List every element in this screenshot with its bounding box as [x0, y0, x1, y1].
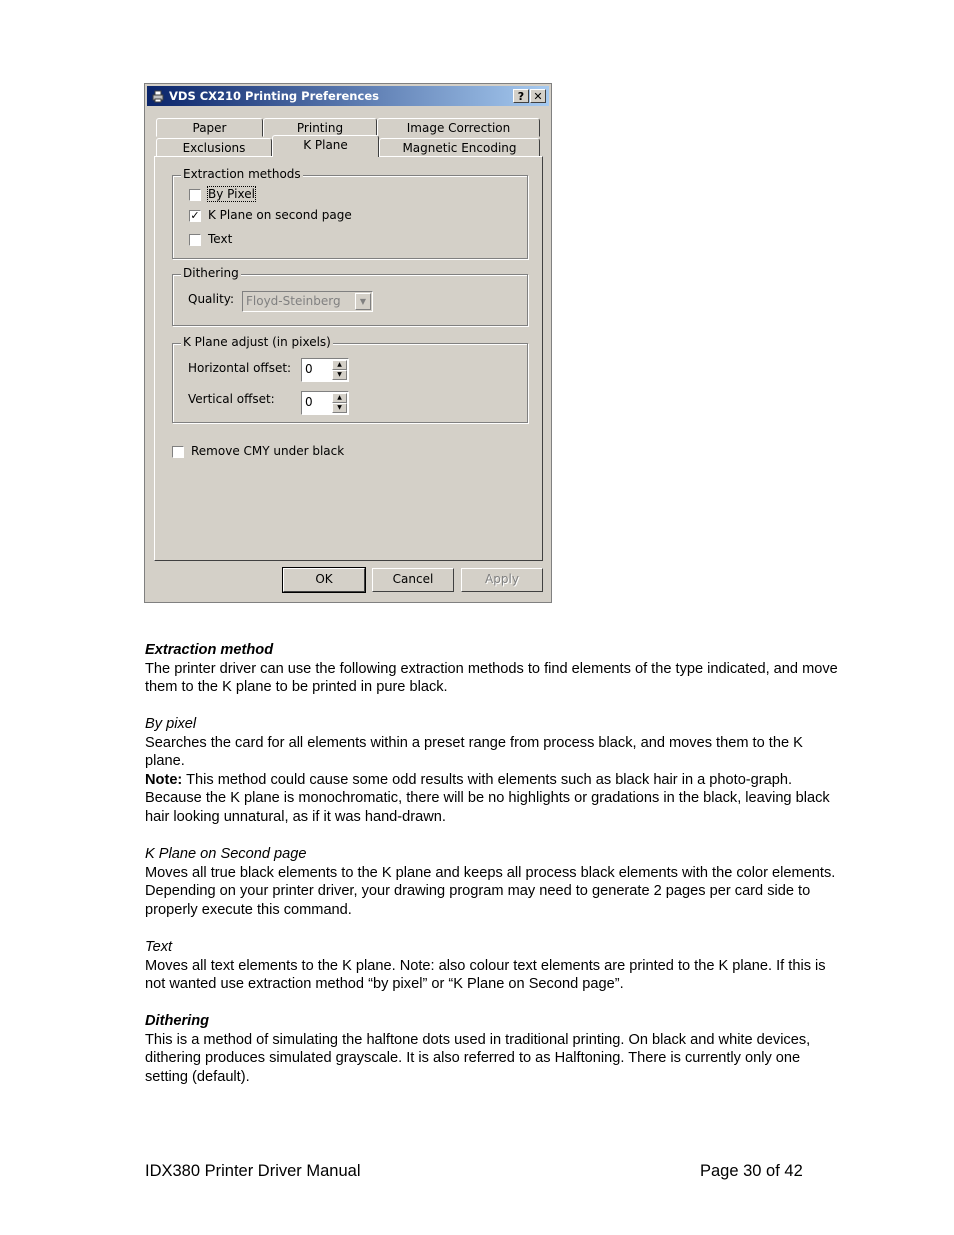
- horizontal-offset-label: Horizontal offset:: [188, 361, 292, 375]
- quality-value: Floyd-Steinberg: [246, 294, 341, 308]
- ok-button[interactable]: OK: [283, 568, 365, 592]
- spin-up-icon[interactable]: ▲: [332, 393, 347, 403]
- chevron-down-icon[interactable]: ▼: [355, 293, 371, 310]
- dithering-group: [172, 266, 528, 326]
- vertical-offset-label: Vertical offset:: [188, 392, 275, 406]
- footer-page-number: Page 30 of 42: [700, 1162, 803, 1180]
- quality-label: Quality:: [188, 292, 235, 306]
- printer-icon: [151, 89, 165, 103]
- dithering-body: This is a method of simulating the halftone dots used in traditional printing. On black and white devices, dithering produces simulated grayscale. It is also referred to as Halftoning. There is currently only one setting (default).: [145, 1031, 811, 1085]
- horizontal-offset-value: 0: [305, 362, 313, 376]
- k-plane-second-page-heading: K Plane on Second page: [145, 846, 307, 862]
- tab-exclusions[interactable]: Exclusions: [156, 138, 272, 157]
- close-button[interactable]: ✕: [530, 89, 546, 103]
- footer-manual-title: IDX380 Printer Driver Manual: [145, 1162, 361, 1180]
- k-plane-second-page-checkbox[interactable]: ✓: [190, 209, 200, 222]
- vertical-offset-value: 0: [305, 395, 313, 409]
- extraction-methods-group: [172, 167, 528, 259]
- text-label[interactable]: Text: [208, 232, 233, 246]
- vertical-offset-input[interactable]: [301, 391, 349, 415]
- text-heading: Text: [145, 939, 173, 955]
- dithering-heading: Dithering: [145, 1013, 210, 1029]
- apply-button[interactable]: Apply: [461, 568, 543, 592]
- note-label: Note:: [145, 771, 183, 788]
- by-pixel-label[interactable]: By Pixel: [208, 187, 255, 201]
- tab-paper[interactable]: Paper: [156, 118, 263, 137]
- quality-select[interactable]: [242, 291, 373, 312]
- tab-k-plane[interactable]: K Plane: [272, 135, 379, 157]
- dithering-legend: Dithering: [183, 266, 239, 280]
- extraction-method-body: The printer driver can use the following extraction methods to find elements of the type indicated, and move them to the K plane to be printed in pure black.: [145, 660, 838, 695]
- k-plane-panel: [154, 156, 543, 561]
- tab-image-correction[interactable]: Image Correction: [377, 118, 540, 137]
- k-plane-second-page-section: [145, 845, 845, 919]
- help-button[interactable]: ?: [513, 89, 529, 103]
- note-paragraph: [145, 771, 845, 827]
- k-plane-second-page-body: Moves all true black elements to the K plane and keeps all process black elements with the color elements. Depending on your printer driver, your drawing program may need to generate 2 pages per card side to properly execute this command.: [145, 864, 836, 918]
- by-pixel-checkbox[interactable]: [189, 189, 201, 201]
- text-section: [145, 938, 845, 994]
- dialog-title: VDS CX210 Printing Preferences: [169, 89, 379, 103]
- text-checkbox[interactable]: [189, 234, 201, 246]
- k-plane-adjust-group: [172, 335, 528, 423]
- title-bar: [147, 86, 549, 106]
- horizontal-offset-input[interactable]: [301, 358, 349, 382]
- remove-cmy-checkbox[interactable]: [172, 446, 184, 458]
- spin-down-icon[interactable]: ▼: [332, 370, 347, 380]
- printing-preferences-dialog: [144, 83, 552, 603]
- text-body: Moves all text elements to the K plane. Note: also colour text elements are printed to the K plane. If this is not wanted use extraction method “by pixel” or “K Plane on Second page”.: [145, 957, 826, 992]
- extraction-methods-legend: Extraction methods: [183, 167, 301, 181]
- note-body: This method could cause some odd results with elements such as black hair in a photo-graph. Because the K plane is monochromatic, there will be no highlights or gradations in the black, leaving black hair looking unnatural, as if it was hand-drawn.: [145, 771, 830, 825]
- extraction-method-heading: Extraction method: [145, 642, 274, 658]
- k-plane-adjust-legend: K Plane adjust (in pixels): [183, 335, 331, 349]
- tab-magnetic-encoding[interactable]: Magnetic Encoding: [379, 138, 540, 157]
- cancel-button[interactable]: Cancel: [372, 568, 454, 592]
- by-pixel-heading: By pixel: [145, 716, 197, 732]
- remove-cmy-label[interactable]: Remove CMY under black: [191, 444, 345, 458]
- tab-printing[interactable]: Printing: [263, 118, 377, 137]
- spin-down-icon[interactable]: ▼: [332, 403, 347, 413]
- vertical-offset-spinner[interactable]: [332, 393, 347, 413]
- k-plane-second-page-label[interactable]: K Plane on second page: [208, 208, 352, 222]
- extraction-method-section: [145, 641, 845, 697]
- spin-up-icon[interactable]: ▲: [332, 360, 347, 370]
- by-pixel-section: [145, 715, 845, 826]
- dithering-section: [145, 1012, 845, 1086]
- by-pixel-body: Searches the card for all elements within a preset range from process black, and moves them to the K plane.: [145, 734, 803, 769]
- horizontal-offset-spinner[interactable]: [332, 360, 347, 380]
